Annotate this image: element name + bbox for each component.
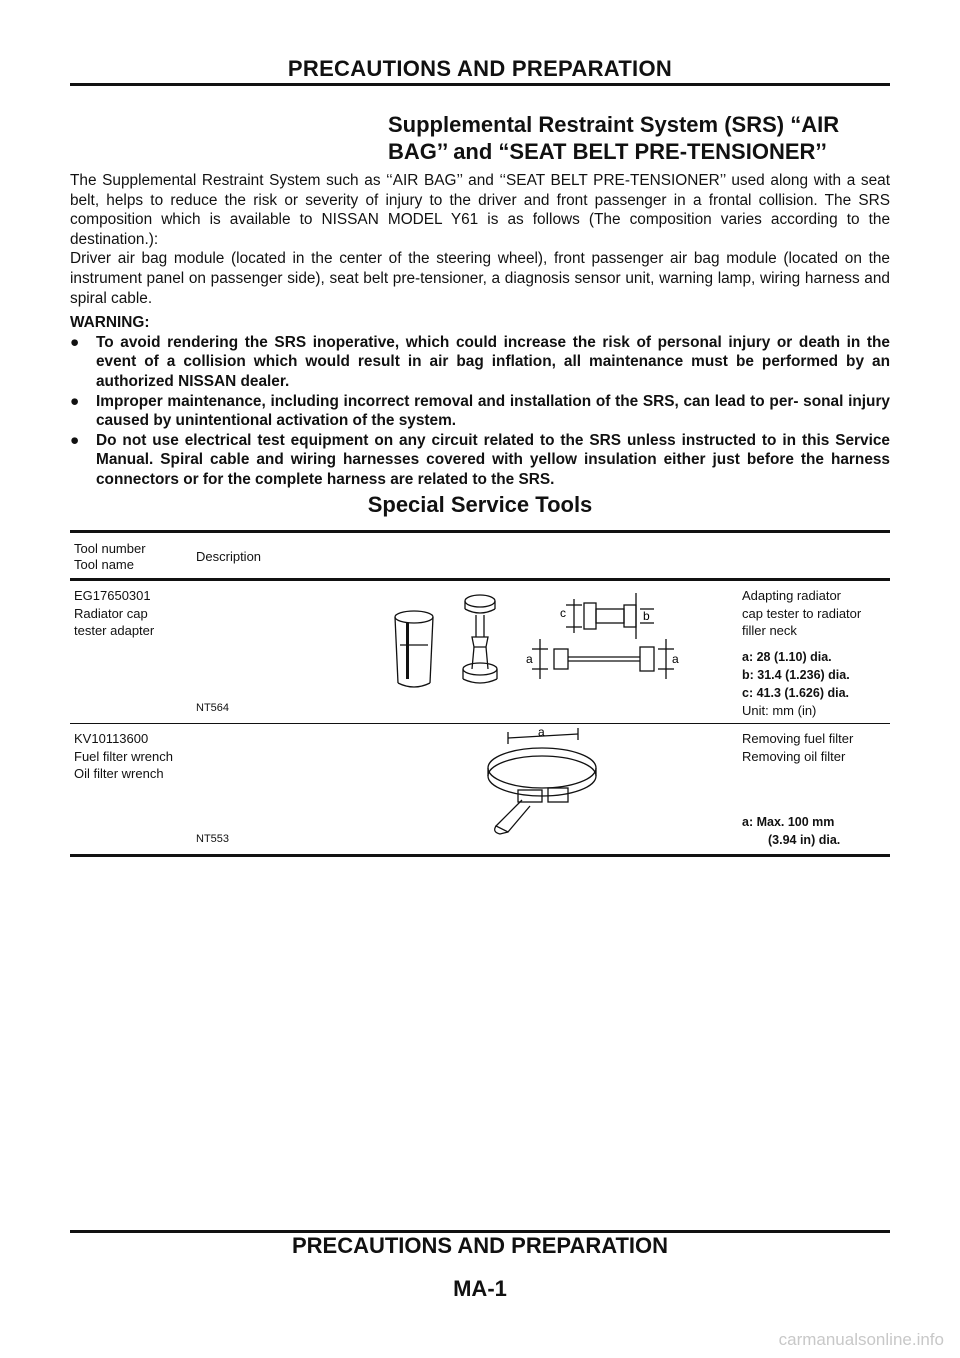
header-tool-name: Tool name	[74, 557, 134, 572]
srs-paragraph-1: The Supplemental Restraint System such as ‘‘AIR BAG’’ and ‘‘SEAT BELT PRE-TENSIONER’’ used along with a seat belt, helps to reduce the risk or severity of injury to the driver and front passenger in a frontal collision. The SRS composition which is available to NISSAN MODEL Y61 is as follows (The composition varies according to the destination.):	[70, 172, 890, 248]
figure-label-a: a	[672, 652, 679, 666]
warning-text: Do not use electrical test equipment on any circuit related to the SRS unless instructed to in this Service Manual. Spiral cable and wiring harnesses covered with yellow insulation either just before the harness connectors or for the complete harness are related to the SRS.	[96, 431, 890, 488]
warning-label: WARNING:	[70, 314, 150, 332]
srs-body	[70, 171, 890, 490]
table-header	[70, 533, 890, 578]
tool-description: Removing fuel filter	[742, 731, 854, 746]
tool-description-cell	[742, 587, 890, 719]
radiator-cap-adapter-illustration	[196, 587, 726, 703]
tools-heading: Special Service Tools	[367, 492, 593, 517]
header-description: Description	[196, 549, 262, 564]
figure-id: NT553	[196, 832, 230, 845]
tool-spec: (3.94 in) dia.	[768, 833, 841, 847]
table-row	[70, 724, 890, 854]
tool-spec: a: 28 (1.10) dia.	[742, 649, 832, 664]
tool-name: Oil filter wrench	[74, 766, 164, 781]
tool-name: Fuel filter wrench	[74, 748, 173, 764]
tool-figure-cell	[196, 728, 726, 850]
tool-description: Adapting radiator	[742, 588, 842, 603]
figure-label-b: b	[643, 609, 650, 623]
warning-item	[70, 431, 890, 490]
tool-name: Radiator cap	[74, 605, 148, 621]
header-rule	[70, 83, 890, 86]
table-bottom-rule	[70, 854, 890, 857]
tool-description: filler neck	[742, 623, 797, 638]
tool-spec: a: Max. 100 mm	[742, 815, 835, 829]
figure-label-a: a	[538, 728, 545, 739]
srs-heading-line2: BAG’’ and “SEAT BELT PRE-TENSIONER’’	[388, 139, 827, 164]
header-tool-number-name	[74, 541, 146, 573]
warning-item	[70, 392, 890, 431]
tools-table	[70, 530, 890, 857]
watermark: carmanualsonline.info	[778, 1330, 944, 1349]
warning-item	[70, 333, 890, 392]
page-number: MA-1	[453, 1276, 507, 1301]
srs-paragraph-2: Driver air bag module (located in the center of the steering wheel), front passenger air bag module (located on the instrument panel on passenger side), seat belt pre-tensioner, a diagnosis sensor unit, warning lamp, wiring harness and spiral cable.	[70, 250, 890, 307]
tool-spec: b: 31.4 (1.236) dia.	[742, 667, 850, 682]
srs-heading-line1: Supplemental Restraint System (SRS) “AIR	[388, 112, 840, 137]
bullet-icon: ●	[70, 392, 80, 410]
tool-description: cap tester to radiator	[742, 605, 862, 621]
tool-number: EG17650301	[74, 588, 151, 603]
figure-id: NT564	[196, 701, 230, 714]
figure-label-a: a	[526, 652, 533, 666]
tool-figure-cell	[196, 587, 726, 719]
page-header-title: PRECAUTIONS AND PREPARATION	[287, 56, 673, 81]
warning-text: To avoid rendering the SRS inoperative, which could increase the risk of personal injury or death in the event of a collision which would result in air bag inflation, all maintenance must be performed by an authorized NISSAN dealer.	[96, 333, 890, 390]
tool-number: KV10113600	[74, 731, 149, 746]
figure-label-c: c	[560, 606, 566, 620]
srs-heading	[388, 111, 908, 165]
bullet-icon: ●	[70, 333, 80, 351]
filter-wrench-illustration	[196, 728, 726, 836]
bullet-icon: ●	[70, 431, 80, 449]
tool-id-cell	[74, 730, 173, 783]
tool-unit: Unit: mm (in)	[742, 702, 817, 718]
header-tool-number: Tool number	[74, 541, 146, 556]
tool-description: Removing oil filter	[742, 748, 846, 764]
tool-spec: c: 41.3 (1.626) dia.	[742, 685, 850, 700]
warning-text: Improper maintenance, including incorrect removal and installation of the SRS, can lead to per- sonal injury caused by unintentional activation of the system.	[96, 392, 890, 430]
table-row	[70, 581, 890, 723]
footer-title: PRECAUTIONS AND PREPARATION	[291, 1233, 669, 1258]
tool-description-cell	[742, 730, 890, 849]
tool-id-cell	[74, 587, 154, 640]
warning-list	[70, 333, 890, 490]
tool-name: tester adapter	[74, 623, 155, 638]
